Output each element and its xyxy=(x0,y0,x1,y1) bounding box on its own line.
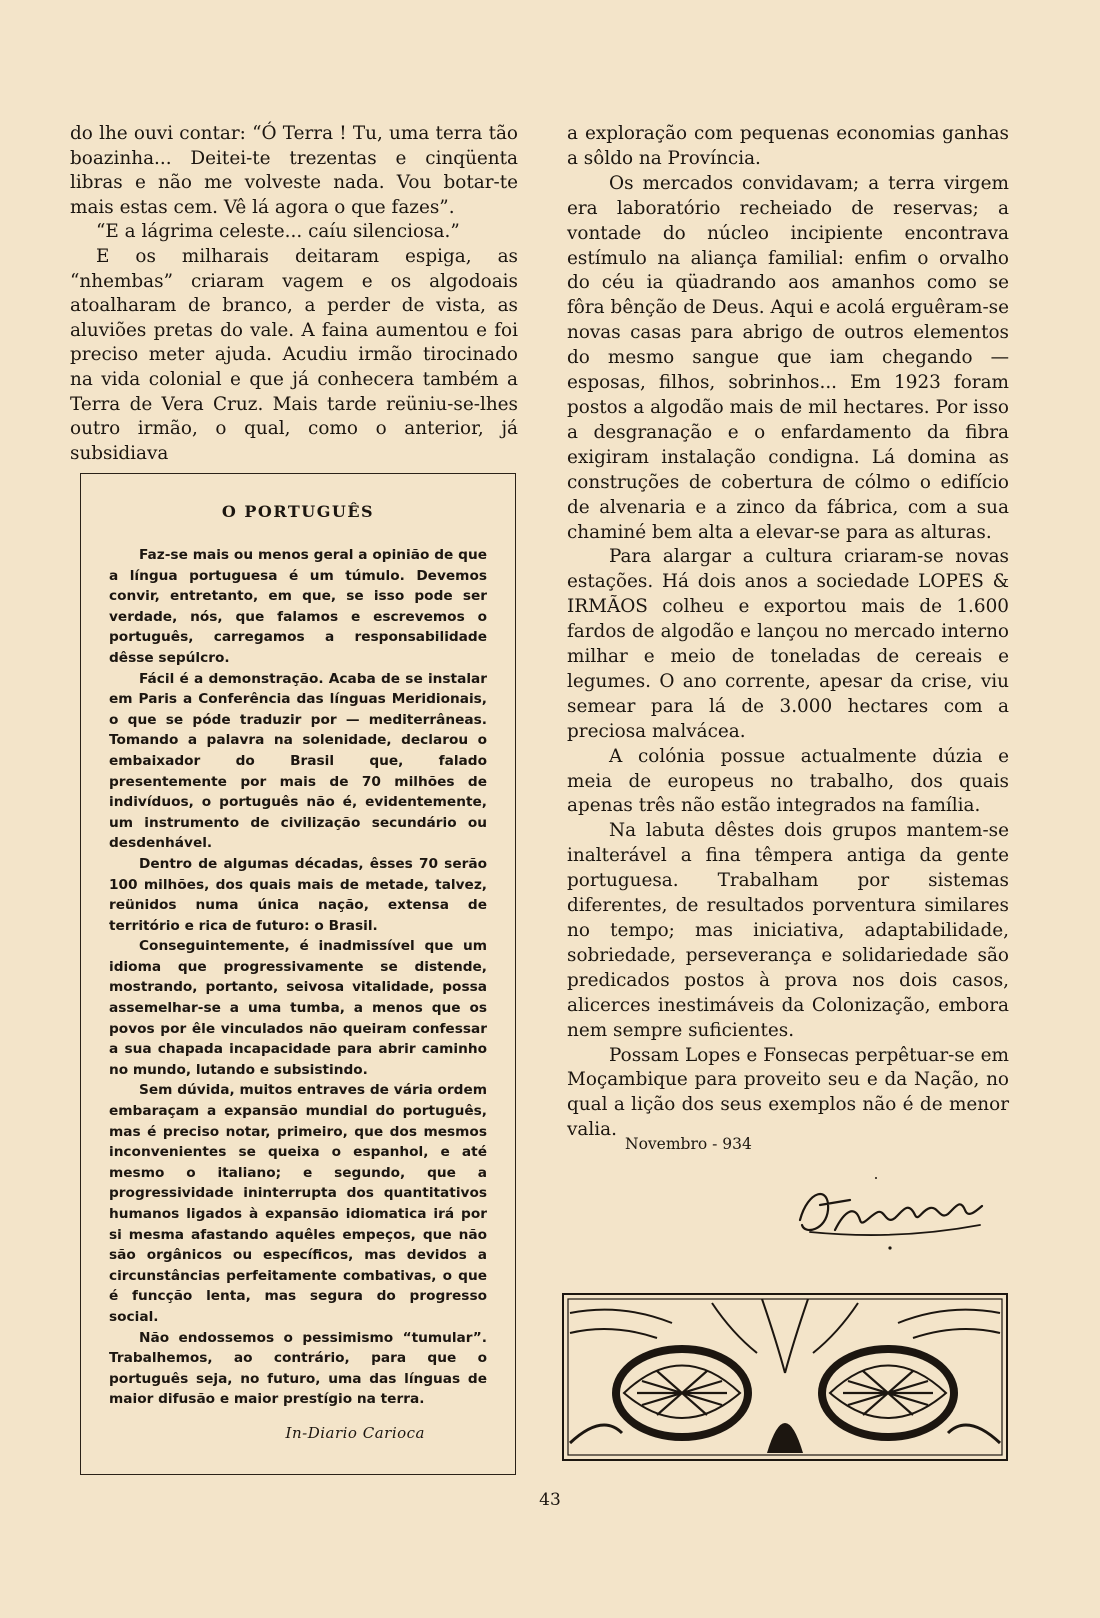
box-paragraph-3: Dentro de algumas décadas, êsses 70 serão 100 milhões, dos quais mais de metade, talvez, reünidos numa única nação, extensa de território e rica de futuro: o Brasil. xyxy=(109,855,487,934)
left-paragraph-1: do lhe ouvi contar: “Ó Terra ! Tu, uma terra tão boazinha... Deitei-te trezentas e cinqüenta libras e não me volveste nada. Vou botar-te mais estas cem. Vê lá agora o que fazes”. xyxy=(70,123,518,218)
box-source: In-Diario Carioca xyxy=(285,1423,425,1442)
right-paragraph-2: Os mercados convidavam; a terra virgem era laboratório recheiado de reservas; a vontade do núcleo incipiente encontrava estímulo na aliança familial: enfim o orvalho do céu ia qüadrando aos amanhos como se fôra bênção de Deus. Aqui e acolá erguêram-se novas casas para abrigo de outros elementos do mesmo sangue que iam chegando — esposas, filhos, sobrinhos... Em 1923 foram postos a algodão mais de mil hectares. Por isso a desgranação e o enfardamento da fibra exigiram instalação condigna. Lá domina as construções de cobertura de cólmo o edifício de alvenaria e a zinco da fábrica, com a sua chaminé bem alta a elevar-se para as alturas. xyxy=(567,172,1009,543)
left-artichoke xyxy=(612,1345,752,1441)
right-column-text xyxy=(567,122,1009,1143)
box-paragraph-2: Fácil é a demonstração. Acaba de se instalar em Paris a Conferência das línguas Meridionais, o que se póde traduzir por — mediterrâneas. Tomando a palavra na solenidade, declarou o embaixador do Brasil que, falado presentemente por mais de 70 milhões de indivíduos, o português não é, evidentemente, um instrumento de civilização secundário ou desdenhável. xyxy=(109,670,487,852)
box-title: O PORTUGUÊS xyxy=(221,502,375,521)
decorative-vignette xyxy=(562,1293,1008,1461)
right-paragraph-4: A colónia possue actualmente dúzia e meia de europeus no trabalho, dos quais apenas três não estão integrados na família. xyxy=(567,745,1009,817)
article-date: Novembro - 934 xyxy=(625,1135,752,1153)
box-paragraph-6: Não endossemos o pessimismo “tumular”. Trabalhemos, ao contrário, para que o português seja, no futuro, uma das línguas de maior difusão e maior prestígio na terra. xyxy=(109,1329,487,1408)
right-paragraph-3: Para alargar a cultura criaram-se novas estações. Há dois anos a sociedade LOPES & IRMÃOS colheu e exportou mais de 1.600 fardos de algodão e lançou no mercado interno milhar e meio de toneladas de cereais e legumes. O ano corrente, apesar da crise, viu semear para lá de 3.000 hectares com a preciosa malvácea. xyxy=(567,546,1009,742)
left-paragraph-3: E os milharais deitaram espiga, as “nhembas” criaram vagem e os algodoais atoalharam de branco, a perder de vista, as aluviões pretas do vale. A faina aumentou e foi preciso meter ajuda. Acudiu irmão tirocinado na vida colonial e que já conhecera também a Terra de Vera Cruz. Mais tarde reüniu-se-lhes outro irmão, o qual, como o anterior, já subsidiava xyxy=(70,245,518,464)
sidebar-box-o-portugues xyxy=(80,473,516,1475)
box-paragraph-5: Sem dúvida, muitos entraves de vária ordem embaraçam a expansão mundial do português, mas é preciso notar, primeiro, que dos mesmos inconvenientes se queixa o espanhol, e até mesmo o italiano; e segundo, que a progressividade ininterrupta dos quantitativos humanos ligados à expansão idiomatica irá por si mesma afastando aquêles empeços, que não são orgânicos ou específicos, mas devidos a circunstâncias perfeitamente combativas, o que é funcção lenta, mas segura do progresso social. xyxy=(109,1082,487,1325)
right-artichoke xyxy=(818,1345,958,1441)
handwritten-signature xyxy=(790,1170,990,1260)
right-paragraph-6: Possam Lopes e Fonsecas perpêtuar-se em Moçambique para proveito seu e da Nação, no qual a lição dos seus exemplos não é de menor valia. xyxy=(567,1044,1009,1141)
box-paragraph-1: Faz-se mais ou menos geral a opinião de que a língua portuguesa é um túmulo. Devemos convir, entretanto, em que, se isso pode ser verdade, nós, que falamos e escrevemos o português, carregamos a responsabilidade dêsse sepúlcro. xyxy=(109,547,487,666)
left-paragraph-2: “E a lágrima celeste... caíu silenciosa.” xyxy=(96,221,460,243)
right-paragraph-1: a exploração com pequenas economias ganhas a sôldo na Província. xyxy=(567,123,1009,169)
page-number: 43 xyxy=(539,1490,561,1510)
box-paragraph-4: Conseguintemente, é inadmissível que um idioma que progressivamente se distende, mostrando, portanto, seivosa vitalidade, possa assemelhar-se a uma tumba, a menos que os povos por êle vinculados não queiram confessar a sua chapada incapacidade para abrir caminho no mundo, lutando e subsistindo. xyxy=(109,938,487,1078)
left-column-text xyxy=(70,122,518,466)
right-paragraph-5: Na labuta dêstes dois grupos mantem-se inalterável a fina têmpera antiga da gente portuguesa. Trabalham por sistemas diferentes, de resultados porventura similares no tempo; mas iniciativa, adaptabilidade, sobriedade, perseverança e solidariedade são predicados postos à prova nos dois casos, alicerces inestimáveis da Colonização, embora nem sempre suficientes. xyxy=(567,820,1009,1041)
